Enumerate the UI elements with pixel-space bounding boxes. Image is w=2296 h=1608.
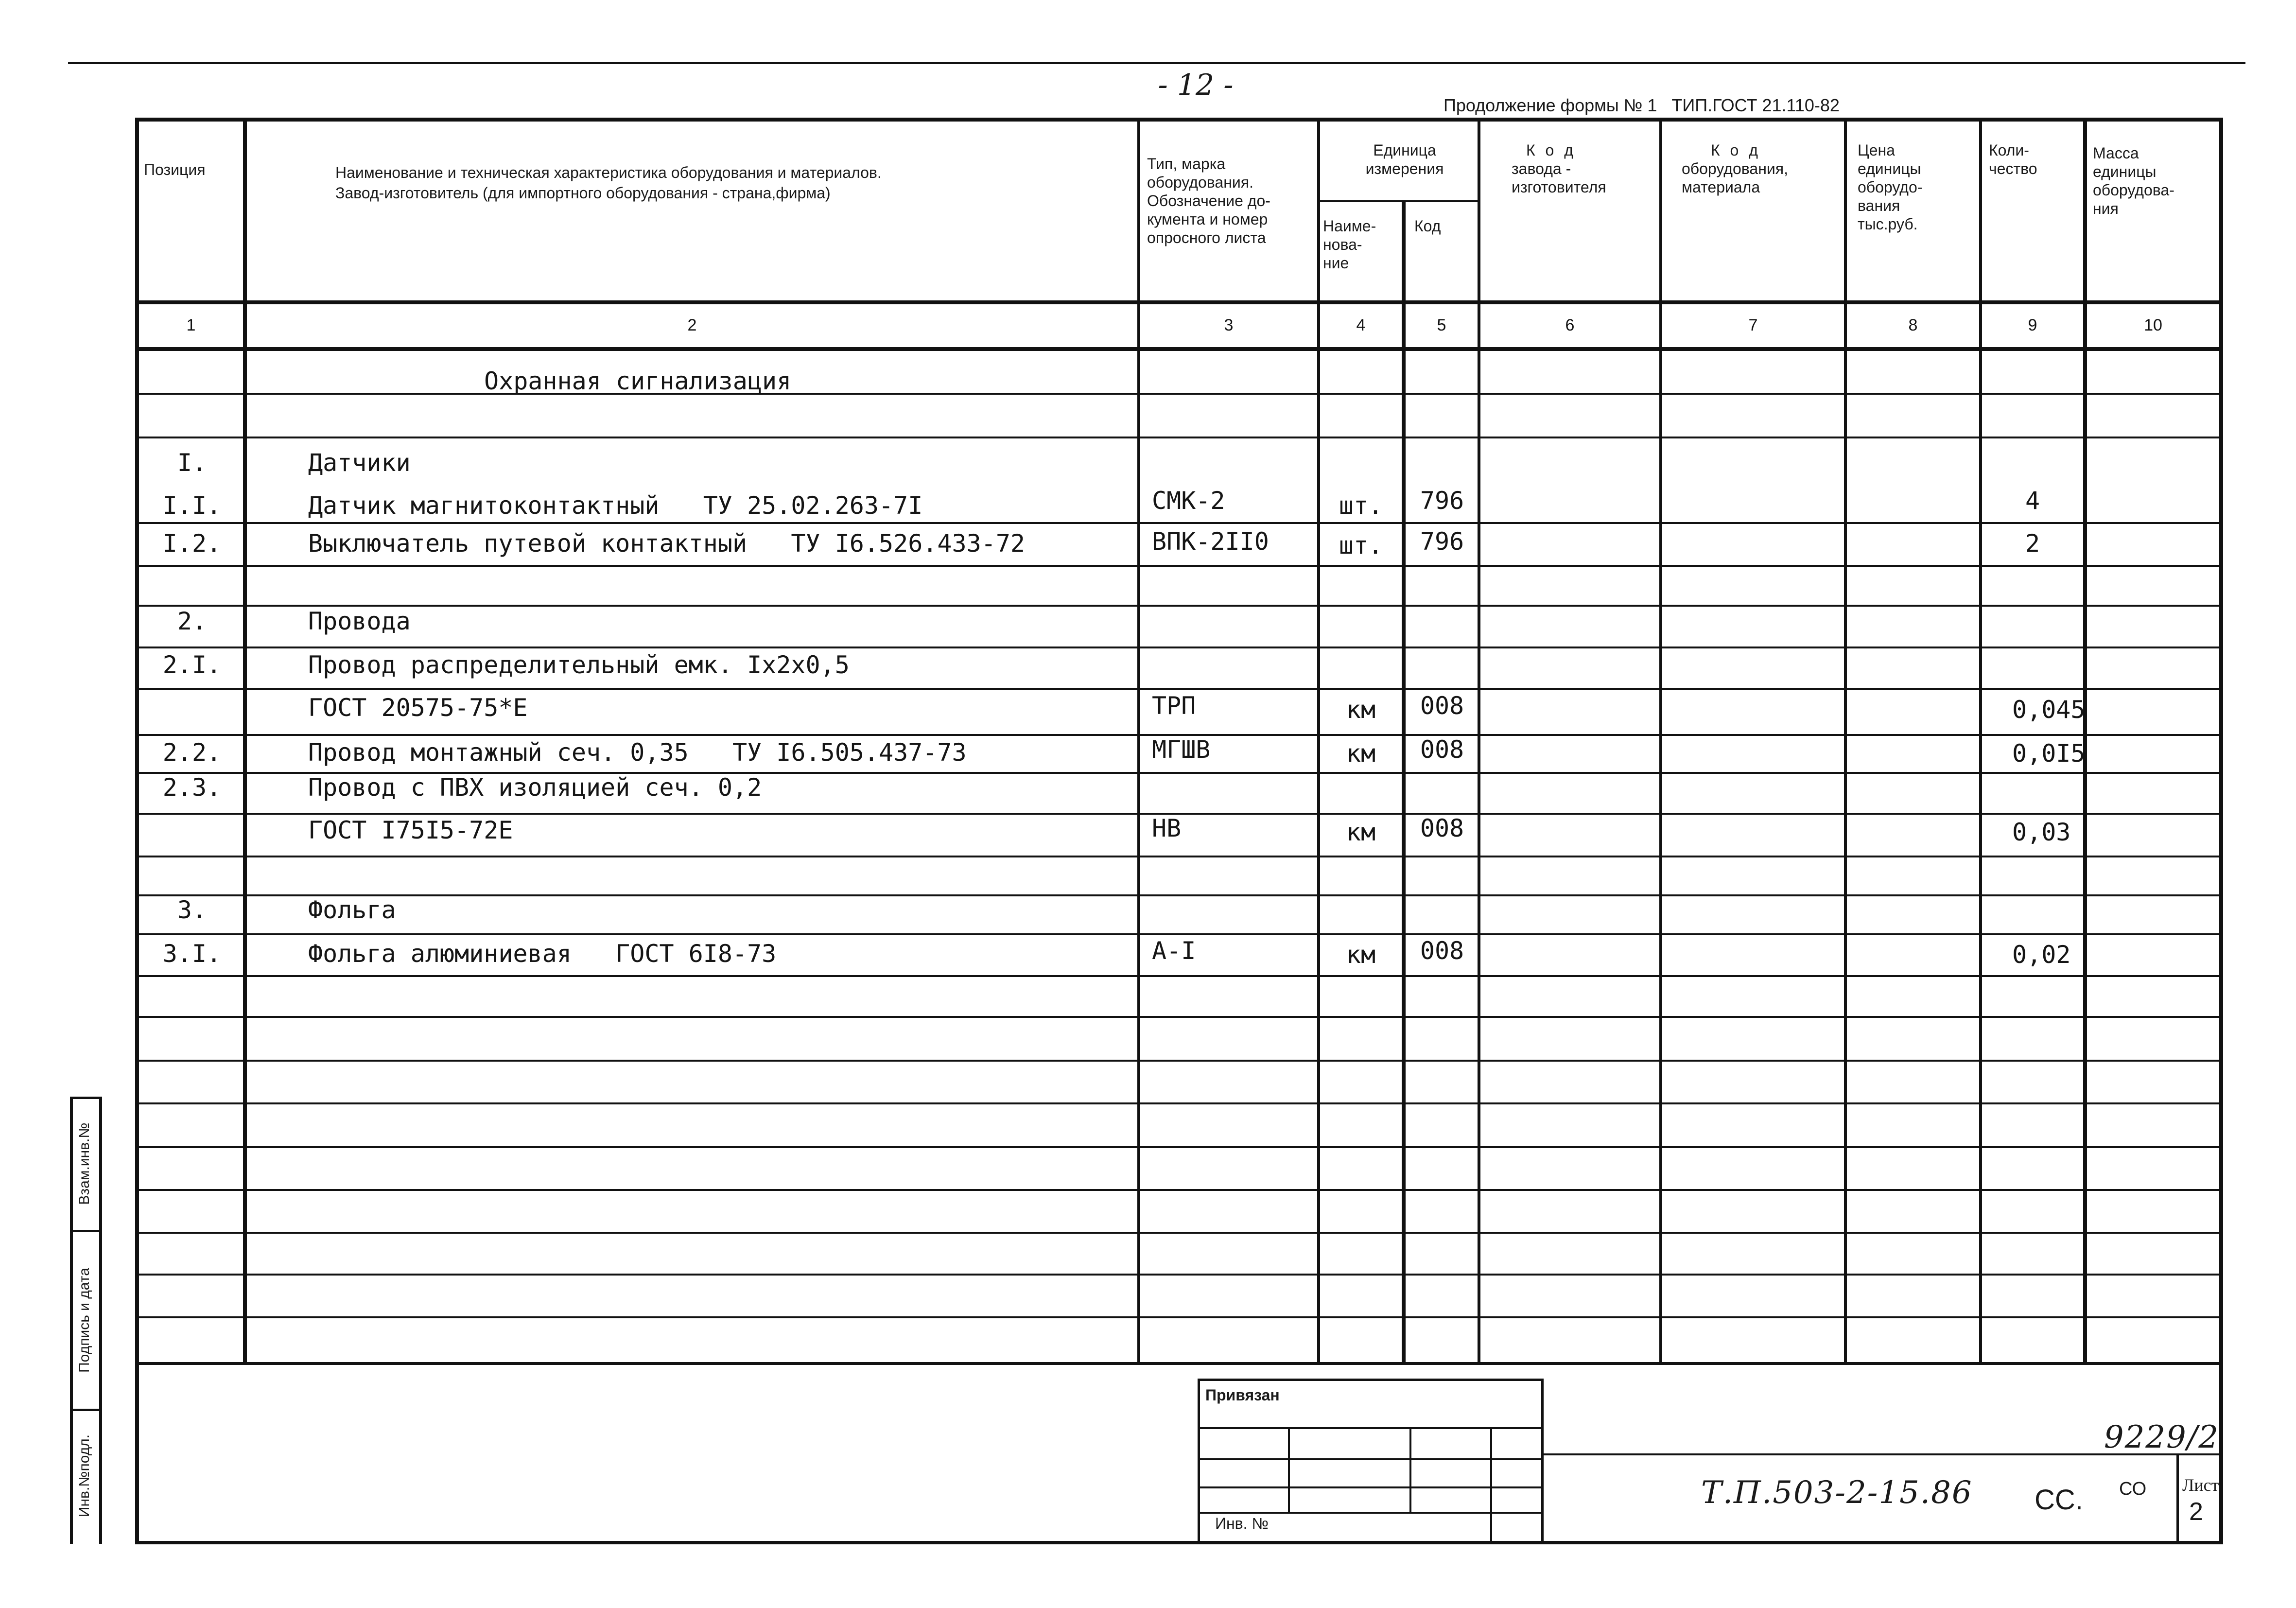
table-left-border <box>135 118 139 1544</box>
bind-stamp-inv: Инв. № <box>1215 1515 1269 1532</box>
row-position: I. <box>177 449 207 477</box>
row-line <box>137 1016 2222 1018</box>
form-note: Продолжение формы № 1 ТИП.ГОСТ 21.110-82 <box>1444 95 1840 115</box>
col-number: 9 <box>2028 316 2037 334</box>
row-name: Провода <box>308 607 411 635</box>
row-type: СМК-2 <box>1152 487 1225 515</box>
col-divider-7 <box>1844 118 1847 1364</box>
row-line <box>137 437 2222 438</box>
col-divider-2 <box>1137 118 1140 1364</box>
row-position: 2.3. <box>162 773 222 802</box>
section-code: СС. <box>2035 1484 2083 1516</box>
row-quantity: 0,02 <box>2012 941 2071 969</box>
row-type: МГШВ <box>1152 735 1211 764</box>
row-quantity: 0,045 <box>2012 696 2086 724</box>
row-quantity: 2 <box>2025 529 2040 558</box>
row-unit-code: 008 <box>1420 735 1464 764</box>
row-line <box>137 1316 2222 1318</box>
project-code: Т.П.503-2-15.86 <box>1701 1475 1973 1511</box>
row-type: А-I <box>1152 937 1196 965</box>
row-unit-code: 796 <box>1420 487 1464 515</box>
header-name-line1: Наименование и техническая характеристика оборудования и материалов. <box>335 164 882 181</box>
bind-stamp-title: Привязан <box>1205 1386 1280 1404</box>
row-line <box>137 1274 2222 1276</box>
col-number: 10 <box>2144 316 2162 334</box>
row-type: ВПК-2II0 <box>1152 527 1269 556</box>
col-divider-8 <box>1979 118 1982 1364</box>
row-line <box>137 894 2222 896</box>
row-name: Фольга <box>308 896 396 924</box>
side-label-inv-podl: Инв.№подл. <box>76 1434 92 1518</box>
stamp-top-line <box>137 1362 2222 1365</box>
row-line <box>137 522 2222 524</box>
table-right-border <box>2219 118 2223 1544</box>
header-price: Цена единицы оборудо- вания тыс.руб. <box>1858 141 1923 233</box>
table-bottom-border <box>135 1541 2223 1544</box>
unit-subheader-line <box>1320 200 1480 202</box>
row-unit-code: 008 <box>1420 692 1464 720</box>
col-divider-1 <box>243 118 247 1364</box>
side-stamp-left <box>70 1097 73 1544</box>
header-unit-code: Код <box>1414 217 1441 235</box>
bind-stamp-col <box>1490 1427 1492 1542</box>
side-label-signature-date: Подпись и дата <box>76 1268 92 1373</box>
row-name: ГОСТ 20575-75*Е <box>308 694 528 722</box>
row-unit-code: 008 <box>1420 814 1464 842</box>
col-number: 8 <box>1908 316 1918 334</box>
row-name: Провод распределительный емк. Iх2х0,5 <box>308 651 850 679</box>
row-line <box>137 1189 2222 1191</box>
row-name: Фольга алюминиевая ГОСТ 6I8-73 <box>308 940 777 968</box>
col-number: 2 <box>687 316 697 334</box>
row-position: 2. <box>177 607 207 635</box>
col-divider-6 <box>1659 118 1662 1364</box>
colnum-bottom-line <box>137 347 2222 351</box>
section-small: СО <box>2119 1479 2147 1499</box>
row-line <box>137 1232 2222 1234</box>
row-name: Датчик магнитоконтактный ТУ 25.02.263-7I <box>308 491 923 520</box>
row-type: ТРП <box>1152 692 1196 720</box>
row-unit: км <box>1346 818 1376 846</box>
sheet-box-left <box>2176 1453 2179 1543</box>
sheet-number: 2 <box>2189 1498 2203 1526</box>
table-top-border <box>137 118 2222 122</box>
row-unit: км <box>1346 941 1376 969</box>
page-number: - 12 - <box>1158 68 1234 102</box>
doc-number: 9229/2 <box>2104 1419 2219 1455</box>
row-unit: шт. <box>1339 491 1383 520</box>
row-quantity: 0,0I5 <box>2012 739 2086 768</box>
row-line <box>137 1102 2222 1104</box>
side-label-replace-inv: Взам.инв.№ <box>76 1122 92 1205</box>
col-number: 7 <box>1748 316 1758 334</box>
col-number: 5 <box>1437 316 1446 334</box>
row-line <box>137 647 2222 648</box>
header-unit-name: Наиме- нова- ние <box>1323 217 1376 272</box>
row-unit-code: 008 <box>1420 937 1464 965</box>
row-position: 2.I. <box>162 651 222 679</box>
row-line <box>137 393 2222 395</box>
row-position: 2.2. <box>162 738 222 767</box>
row-quantity: 4 <box>2025 487 2040 515</box>
row-quantity: 0,03 <box>2012 818 2071 846</box>
col-number: 4 <box>1356 316 1366 334</box>
row-name: Провод с ПВХ изоляцией сеч. 0,2 <box>308 773 762 802</box>
header-bottom-line <box>137 300 2222 304</box>
row-line <box>137 975 2222 977</box>
row-line <box>137 1146 2222 1148</box>
section-title: Охранная сигнализация <box>484 367 792 395</box>
sheet-label: Лист <box>2182 1475 2219 1495</box>
row-position: I.I. <box>162 491 222 520</box>
row-line <box>137 605 2222 607</box>
bind-stamp-col <box>1288 1427 1290 1513</box>
row-type: НВ <box>1152 814 1182 842</box>
row-position: 3.I. <box>162 940 222 968</box>
header-type: Тип, марка оборудования. Обозначение до- кумента и номер опросного листа <box>1147 155 1270 246</box>
row-name: Выключатель путевой контактный ТУ I6.526.433-72 <box>308 529 1026 558</box>
row-position: I.2. <box>162 529 222 558</box>
header-quantity: Коли- чество <box>1989 141 2037 177</box>
row-line <box>137 565 2222 567</box>
row-unit: км <box>1346 739 1376 768</box>
bind-stamp-col <box>1409 1427 1411 1513</box>
header-unit: Единица измерения <box>1365 141 1444 177</box>
header-factory-code: К о д завода - изготовителя <box>1512 141 1606 196</box>
row-unit: км <box>1346 696 1376 724</box>
row-position: 3. <box>177 896 207 924</box>
col-number: 1 <box>186 316 196 334</box>
row-line <box>137 856 2222 857</box>
row-name: Датчики <box>308 449 411 477</box>
row-unit: шт. <box>1339 531 1383 559</box>
header-mass: Масса единицы оборудова- ния <box>2093 144 2174 217</box>
side-stamp-right <box>99 1097 102 1544</box>
header-position: Позиция <box>144 161 206 178</box>
col-number: 6 <box>1565 316 1575 334</box>
row-name: Провод монтажный сеч. 0,35 ТУ I6.505.437-73 <box>308 738 967 767</box>
row-unit-code: 796 <box>1420 527 1464 556</box>
sheet-top-edge <box>68 62 2245 64</box>
header-name-line2: Завод-изготовитель (для импортного оборудования - страна,фирма) <box>335 184 831 202</box>
col-number: 3 <box>1224 316 1234 334</box>
row-line <box>137 1060 2222 1062</box>
row-name: ГОСТ I75I5-72Е <box>308 816 513 844</box>
row-line <box>137 933 2222 935</box>
row-line <box>137 688 2222 690</box>
header-equipment-code: К о д оборудования, материала <box>1682 141 1788 196</box>
